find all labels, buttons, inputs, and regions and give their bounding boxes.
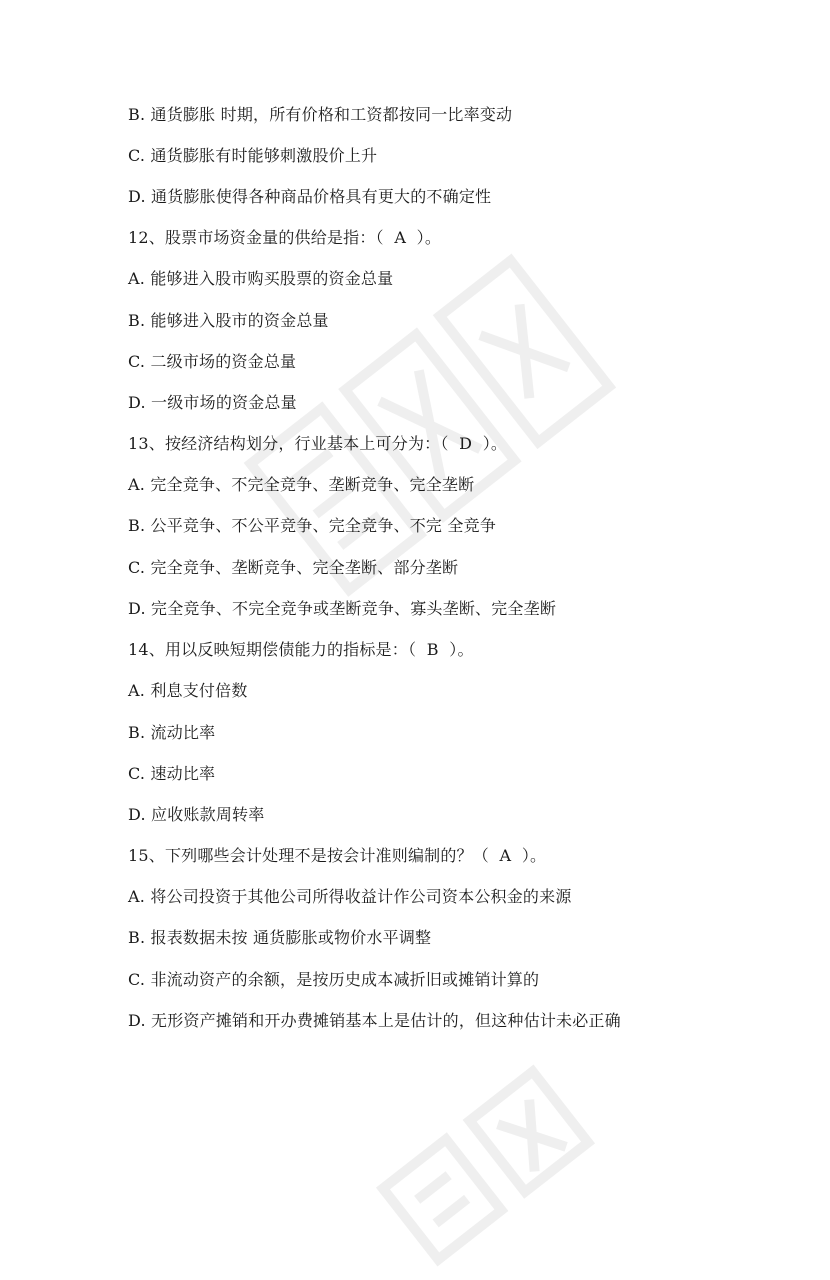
option-line: B. 报表数据未按 通货膨胀或物价水平调整 [128,928,432,947]
watermark-logo-bottom [355,1000,665,1279]
option-line: C. 二级市场的资金总量 [128,352,297,371]
option-line: A. 完全竞争、不完全竞争、垄断竞争、完全垄断 [128,475,475,494]
option-line: B. 通货膨胀 时期，所有价格和工资都按同一比率变动 [128,105,513,124]
option-line: D. 一级市场的资金总量 [128,393,297,412]
question-line: 14、用以反映短期偿债能力的指标是：（ B ）。 [128,640,474,659]
question-line: 13、按经济结构划分，行业基本上可分为：（ D ）。 [128,434,508,453]
option-line: D. 通货膨胀使得各种商品价格具有更大的不确定性 [128,187,492,206]
option-line: C. 非流动资产的余额，是按历史成本减折旧或摊销计算的 [128,970,540,989]
option-line: A. 将公司投资于其他公司所得收益计作公司资本公积金的来源 [128,887,572,906]
option-line: A. 能够进入股市购买股票的资金总量 [128,269,394,288]
option-line: C. 通货膨胀有时能够刺激股价上升 [128,146,378,165]
option-line: B. 公平竞争、不公平竞争、完全竞争、不完 全竞争 [128,516,497,535]
option-line: C. 完全竞争、垄断竞争、完全垄断、部分垄断 [128,558,459,577]
option-line: A. 利息支付倍数 [128,681,248,700]
option-line: D. 无形资产摊销和开办费摊销基本上是估计的，但这种估计未必正确 [128,1011,621,1030]
option-line: C. 速动比率 [128,764,216,783]
option-line: B. 流动比率 [128,723,216,742]
option-line: D. 完全竞争、不完全竞争或垄断竞争、寡头垄断、完全垄断 [128,599,557,618]
option-line: B. 能够进入股市的资金总量 [128,311,329,330]
question-line: 12、股票市场资金量的供给是指：（ A ）。 [128,228,442,247]
option-line: D. 应收账款周转率 [128,805,265,824]
question-line: 15、下列哪些会计处理不是按会计准则编制的？（ A ）。 [128,846,547,865]
